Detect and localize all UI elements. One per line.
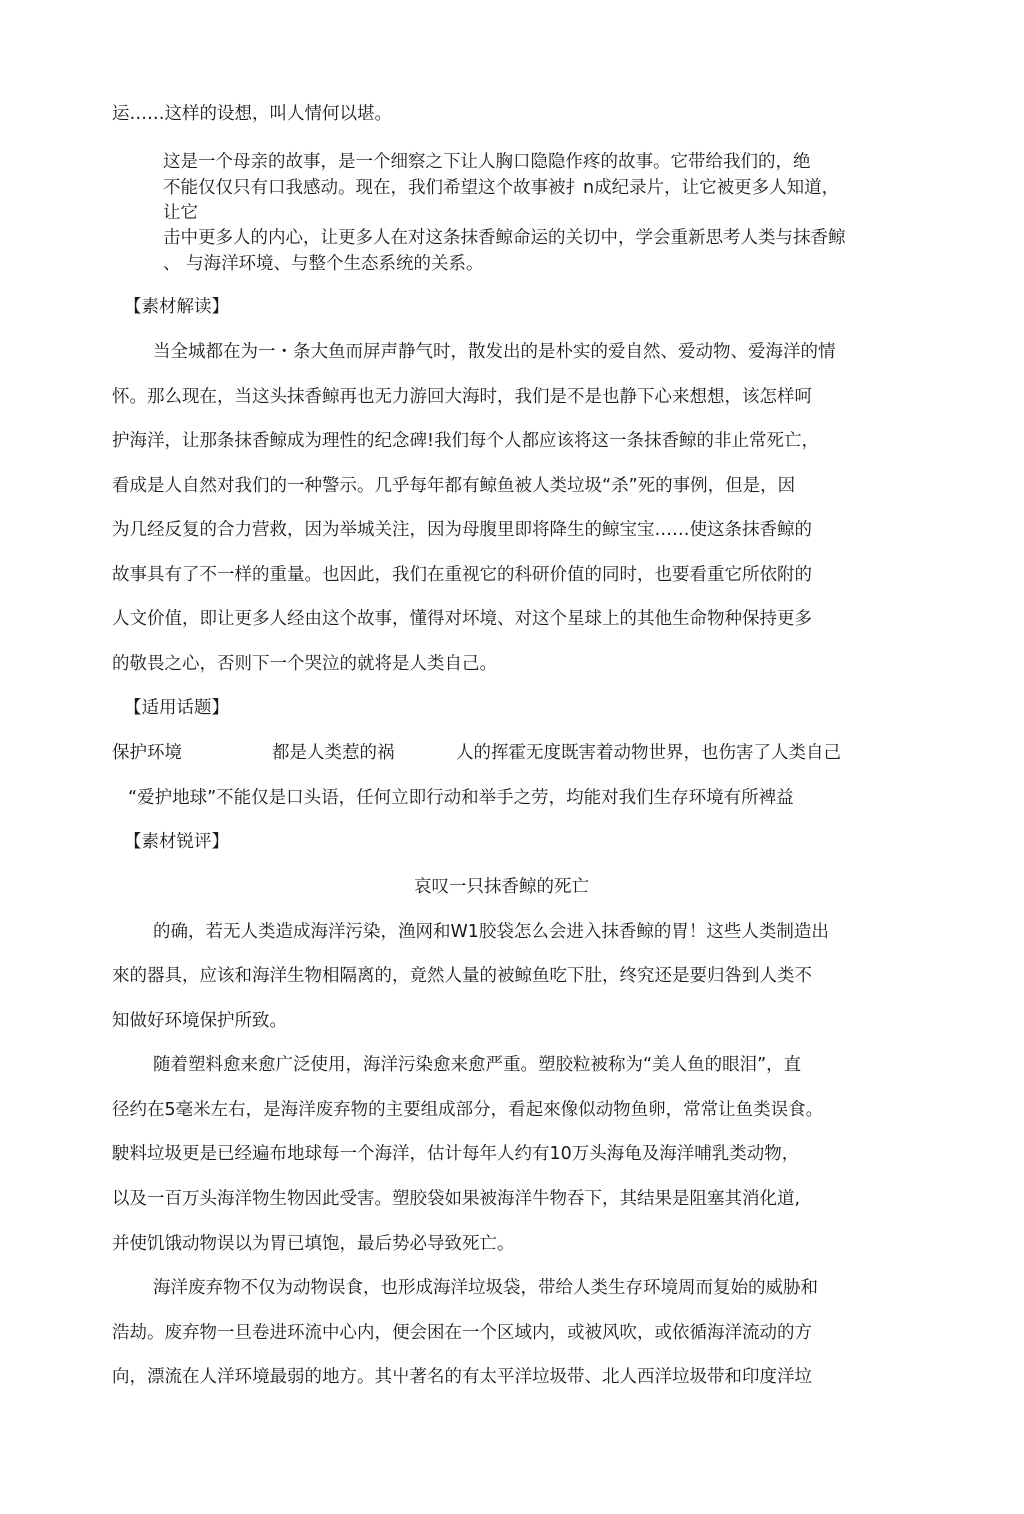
topic-line: “爱护地球”不能仅是口头语，任何立即行动和举手之劳，均能对我们生存环境有所裨益 — [128, 788, 794, 808]
intro-line: 运……这样的设想，叫人情何以堪。 — [112, 104, 392, 124]
paragraph-line: 并使饥饿动物误以为胃已填饱，最后势必导致死亡。 — [112, 1234, 515, 1254]
quote-line: 击中更多人的内心，让更多人在对这条抹香鲸命运的关切中，学会重新思考人类与抹香鲸 — [163, 228, 846, 248]
quote-line: 不能仅仅只有口我感动。现在，我们希望这个故事被扌n成纪录片，让它被更多人知道， — [163, 178, 840, 198]
paragraph-line: 向，漂流在人洋环境最弱的地方。其屮著名的有太平洋垃圾带、北人西洋垃圾带和印度洋垃 — [112, 1367, 812, 1387]
section-heading-comment: 【素材锐评】 — [124, 832, 229, 852]
section-heading-interpretation: 【素材解读】 — [124, 297, 229, 317]
topic-item: 保护环境 — [112, 743, 182, 763]
paragraph-line: 來的器具，应该和海洋生物相隔离的，竟然人量的被鲸鱼吃下肚，终究还是要归咎到人类不 — [112, 966, 812, 986]
paragraph-line: 人文价值，即让更多人经由这个故事，懂得对坏境、对这个星球上的其他生命物种保持更多 — [112, 609, 812, 629]
paragraph-line: 知做好环境保护所致。 — [112, 1011, 287, 1031]
topic-item: 人的挥霍无度既害着动物世界，也伤害了人类自己 — [456, 743, 841, 763]
paragraph-line: 的确，若无人类造成海洋污染，渔网和W1胶袋怎么会进入抹香鲸的胃！这些人类制造出 — [153, 922, 829, 942]
paragraph-line: 看成是人自然对我们的一种警示。几乎每年都有鲸鱼被人类垃圾“杀”死的事例，但是，因 — [112, 476, 796, 496]
paragraph-line: 以及一百万头海洋物生物因此受害。塑胶袋如果被海洋牛物吞下，其结果是阻塞其消化道, — [112, 1189, 801, 1209]
paragraph-line: 随着塑料愈来愈广泛使用，海洋污染愈来愈严重。塑胶粒被称为“美人鱼的眼泪”，直 — [153, 1055, 802, 1075]
paragraph-line: 当全城都在为一・条大鱼而屏声静气时，散发出的是朴实的爱自然、爱动物、爱海洋的情 — [153, 342, 836, 362]
quote-line: 这是一个母亲的故事，是一个细察之下让人胸口隐隐作疼的故事。它带给我们的，绝 — [163, 152, 811, 172]
paragraph-line: 浩劫。废弃物一旦卷进环流中心内，便会困在一个区域内，或被风吹，或依循海洋流动的方 — [112, 1323, 812, 1343]
quote-line: 让它 — [163, 203, 198, 223]
quote-line: 、 与海洋环境、与整个生态系统的关系。 — [163, 254, 484, 274]
paragraph-line: 径约在5毫米左右，是海洋废弃物的主要组成部分，看起來像似动物鱼卵，常常让鱼类误食。 — [112, 1100, 824, 1120]
paragraph-line: 故事具有了不一样的重量。也因此，我们在重视它的科研价值的同时，也要看重它所依附的 — [112, 565, 812, 585]
paragraph-line: 为几经反复的合力营救，因为举城关注，因为母腹里即将降生的鲸宝宝……使这条抹香鲸的 — [112, 520, 812, 540]
section-heading-topics: 【适用话题】 — [124, 698, 229, 718]
paragraph-line: 怀。那么现在，当这头抹香鲸再也无力游回大海时，我们是不是也静下心来想想，该怎样呵 — [112, 387, 812, 407]
topic-item: 都是人类惹的祸 — [272, 743, 395, 763]
paragraph-line: 駛料垃圾更是已经遍布地球每一个海洋，估计每年人约有10万头海龟及海洋哺乳类动物， — [112, 1144, 800, 1164]
paragraph-line: 的敬畏之心，否则下一个哭泣的就将是人类自己。 — [112, 654, 497, 674]
paragraph-line: 护海洋，让那条抹香鲸成为理性的纪念碑!我们每个人都应该将这一条抹香鲸的非止常死亡， — [112, 431, 820, 451]
paragraph-line: 海洋废弃物不仅为动物误食，也形成海洋垃圾袋，带给人类生存环境周而复始的威胁和 — [153, 1278, 818, 1298]
article-title: 哀叹一只抹香鲸的死亡 — [414, 877, 589, 897]
